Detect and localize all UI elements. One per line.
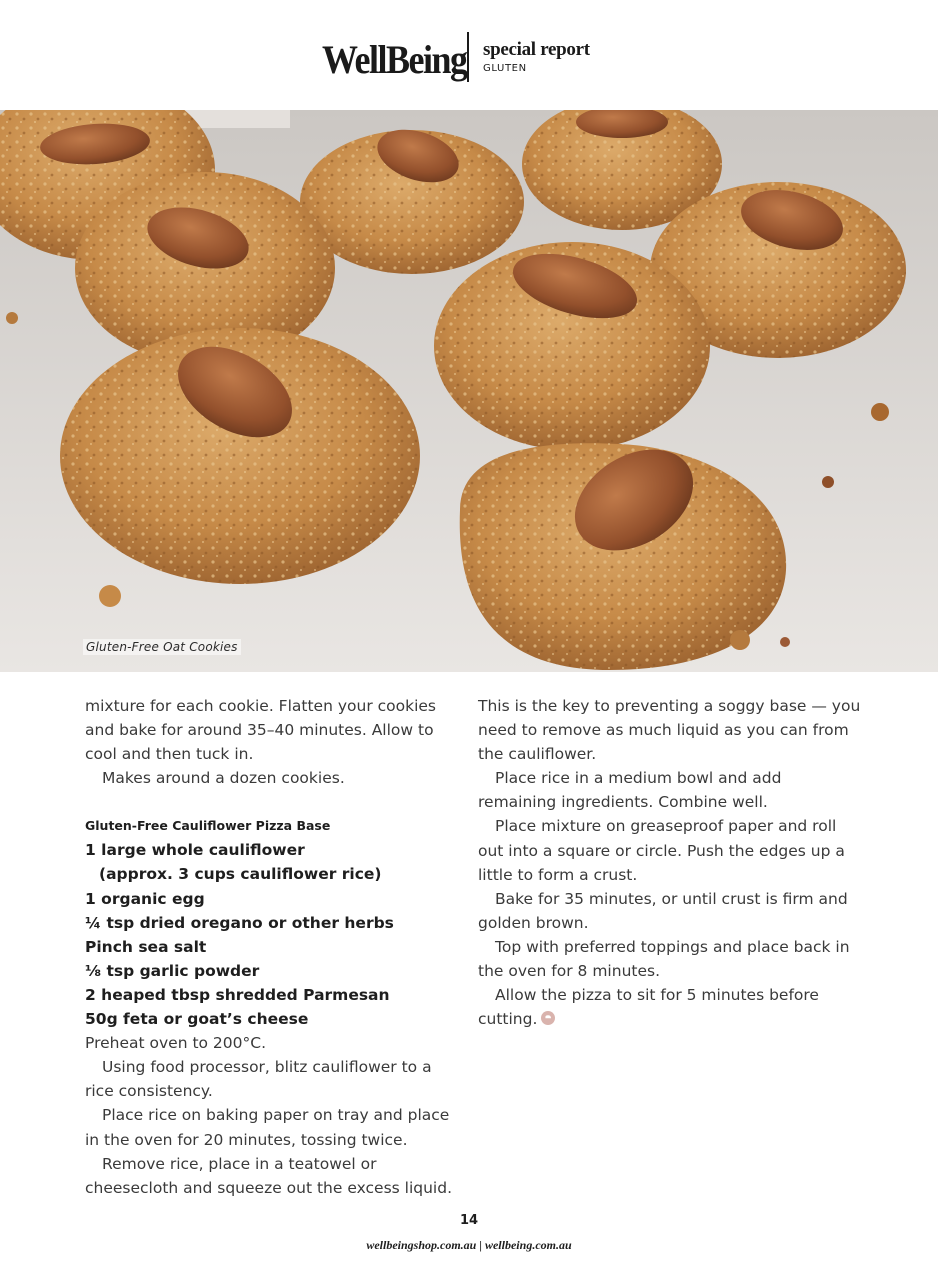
- ingredient-item: ¼ tsp dried oregano or other herbs: [85, 913, 394, 932]
- ingredient-item: (approx. 3 cups cauliflower rice): [99, 865, 382, 884]
- ingredient-item: 1 large whole cauliflower: [85, 841, 305, 860]
- method-step: Place rice in a medium bowl and add remaining ingredients. Combine well.: [478, 769, 782, 812]
- cookie: [60, 328, 420, 584]
- ingredient-item: Pinch sea salt: [85, 937, 207, 956]
- section-title: special report: [483, 39, 590, 60]
- right-column: [478, 694, 863, 1031]
- method-step: Bake for 35 minutes, or until crust is firm and golden brown.: [478, 889, 848, 932]
- hero-photo: [0, 110, 938, 672]
- recipe-title: Gluten-Free Cauliflower Pizza Base: [85, 818, 331, 834]
- page-number: 14: [459, 1213, 479, 1228]
- body-paragraph: Makes around a dozen cookies.: [102, 769, 345, 788]
- end-of-article-icon: [541, 1011, 555, 1025]
- cookies-illustration: [0, 110, 938, 672]
- method-step: Top with preferred toppings and place back in the oven for 8 minutes.: [478, 937, 850, 981]
- method-step: Preheat oven to 200°C.: [85, 1034, 267, 1053]
- method-step: Place mixture on greaseproof paper and roll out into a square or circle. Push the edges up a little to form a crust.: [478, 817, 845, 884]
- paragraph-gap: [85, 790, 463, 814]
- ingredient-item: ⅛ tsp garlic powder: [85, 961, 260, 980]
- method-step: Place rice on baking paper on tray and place in the oven for 20 minutes, tossing twice.: [85, 1106, 450, 1149]
- footer-urls: wellbeingshop.com.au | wellbeing.com.au: [366, 1238, 572, 1252]
- body-paragraph: mixture for each cookie. Flatten your cookies and bake for around 35–40 minutes. Allow to cool and then tuck in.: [85, 697, 437, 764]
- method-step-final: [478, 983, 863, 1031]
- cookie: [434, 241, 710, 450]
- method-step: Using food processor, blitz cauliflower to a rice consistency.: [85, 1058, 432, 1101]
- ingredient-item: 2 heaped tbsp shredded Parmesan: [85, 985, 390, 1004]
- ingredient-item: 50g feta or goat’s cheese: [85, 1010, 309, 1029]
- method-step: Remove rice, place in a teatowel or cheesecloth and squeeze out the excess liquid.: [85, 1154, 452, 1197]
- section-subtitle: GLUTEN: [483, 63, 527, 74]
- brand-logo: WellBeing: [322, 37, 467, 82]
- header-divider: [467, 32, 469, 82]
- masthead: [0, 30, 938, 86]
- left-column: [85, 694, 463, 1200]
- method-step: This is the key to preventing a soggy base — you need to remove as much liquid as you can from the cauliflower.: [478, 697, 861, 764]
- photo-caption: Gluten-Free Oat Cookies: [83, 639, 241, 655]
- method-step-text: Allow the pizza to sit for 5 minutes before cutting.: [478, 986, 819, 1029]
- ingredient-item: 1 organic egg: [85, 889, 205, 908]
